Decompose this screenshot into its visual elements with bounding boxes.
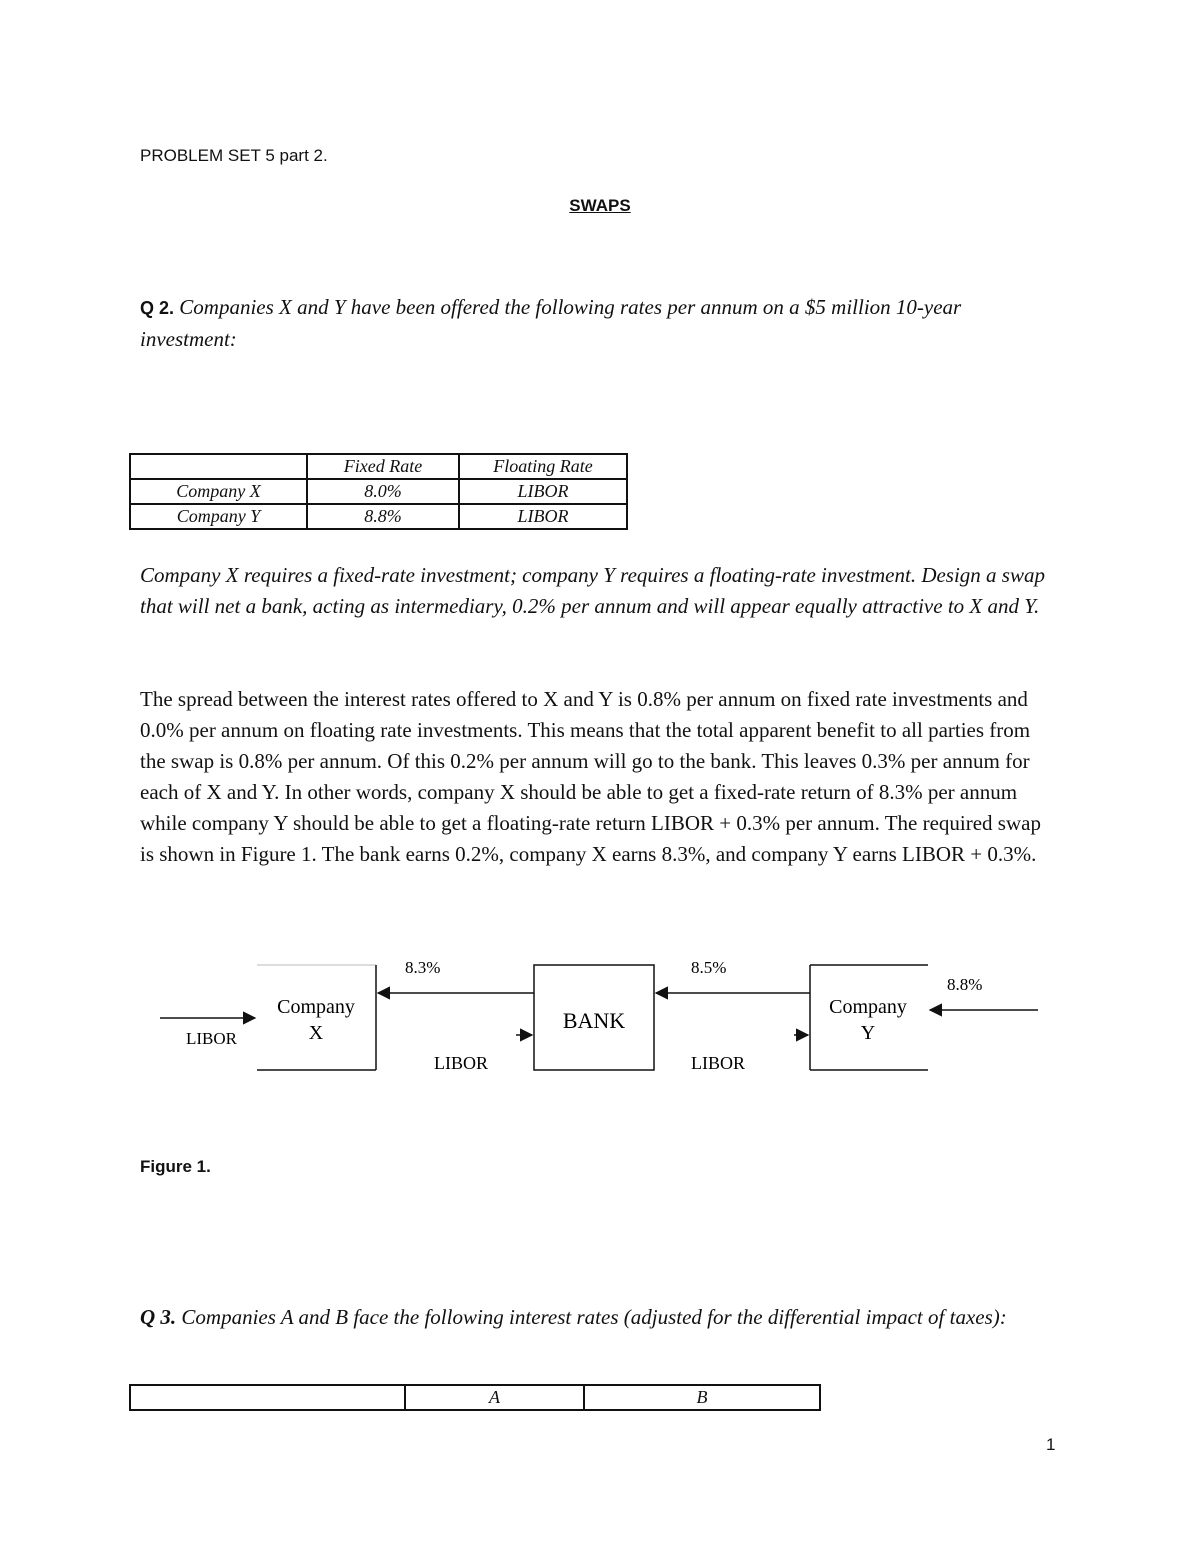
- libor-in-label: LIBOR: [186, 1029, 237, 1048]
- company-y-label-1: Company: [829, 996, 907, 1018]
- bank-label: BANK: [562, 1008, 626, 1033]
- table-header-cell: A: [405, 1385, 584, 1410]
- page-number: 1: [1046, 1435, 1056, 1454]
- table-header-row: [130, 454, 627, 479]
- table-cell: Company X: [130, 479, 307, 504]
- q3-label: Q 3.: [140, 1305, 177, 1329]
- company-x-box: [257, 965, 376, 1070]
- q3-text: Companies A and B face the following interest rates (adjusted for the differential impact of taxes):: [181, 1305, 1007, 1329]
- q2-explanation: [140, 684, 1060, 870]
- bank-to-y-label: LIBOR: [691, 1053, 745, 1073]
- table-cell: 8.0%: [307, 479, 459, 504]
- q3-prompt: [140, 1304, 1050, 1331]
- company-x-label-2: X: [308, 1022, 324, 1044]
- bank-to-x-rate: 8.3%: [405, 958, 441, 977]
- bank-box: [534, 965, 654, 1070]
- table-cell: LIBOR: [459, 504, 627, 529]
- table-cell: 8.8%: [307, 504, 459, 529]
- company-x-label-1: Company: [277, 996, 355, 1018]
- x-to-bank-label: LIBOR: [434, 1053, 488, 1073]
- figure-caption: Figure 1.: [140, 1157, 211, 1176]
- q3-rates-table: [129, 1384, 821, 1411]
- company-y-box: [810, 965, 928, 1070]
- table-row: [130, 504, 627, 529]
- section-title: SWAPS: [569, 196, 631, 215]
- swap-diagram: [150, 955, 1050, 1080]
- y-to-bank-rate: 8.5%: [691, 958, 727, 977]
- company-y-label-2: Y: [860, 1022, 876, 1044]
- market-to-y-rate: 8.8%: [947, 975, 983, 994]
- q2-rates-table: [129, 453, 628, 530]
- q2-text: Companies X and Y have been offered the following rates per annum on a $5 million 10-year investment:: [140, 295, 962, 351]
- q2-requirement: Company X requires a fixed-rate investment; company Y requires a floating-rate investment. Design a swap that will net a bank, acting as intermediary, 0.2% per annum and will appear equally attractive to X and Y.: [140, 563, 1045, 618]
- problem-set-title: PROBLEM SET 5 part 2.: [140, 146, 328, 165]
- table-header-cell: Floating Rate: [459, 454, 627, 479]
- explanation-paragraph: The spread between the interest rates offered to X and Y is 0.8% per annum on fixed rate investments and 0.0% per annum on floating rate investments. This means that the total apparent benefit to all parties from the swap is 0.8% per annum. Of this 0.2% per annum will go to the bank. This leaves 0.3% per annum for each of X and Y. In other words, company X should be able to get a fixed-rate return of 8.3% per annum while company Y should be able to get a floating-rate return LIBOR + 0.3% per annum. The required swap is shown in Figure 1. The bank earns 0.2%, company X earns 8.3%, and company Y earns LIBOR + 0.3%.: [140, 687, 1041, 866]
- table-row: [130, 479, 627, 504]
- table-header-cell: B: [584, 1385, 820, 1410]
- table-header-cell: [130, 454, 307, 479]
- table-cell: Company Y: [130, 504, 307, 529]
- table-header-cell: [130, 1385, 405, 1410]
- q2-prompt: [140, 292, 1040, 355]
- q2-label: Q 2.: [140, 298, 175, 318]
- table-header-row: [130, 1385, 820, 1410]
- table-header-cell: Fixed Rate: [307, 454, 459, 479]
- table-cell: LIBOR: [459, 479, 627, 504]
